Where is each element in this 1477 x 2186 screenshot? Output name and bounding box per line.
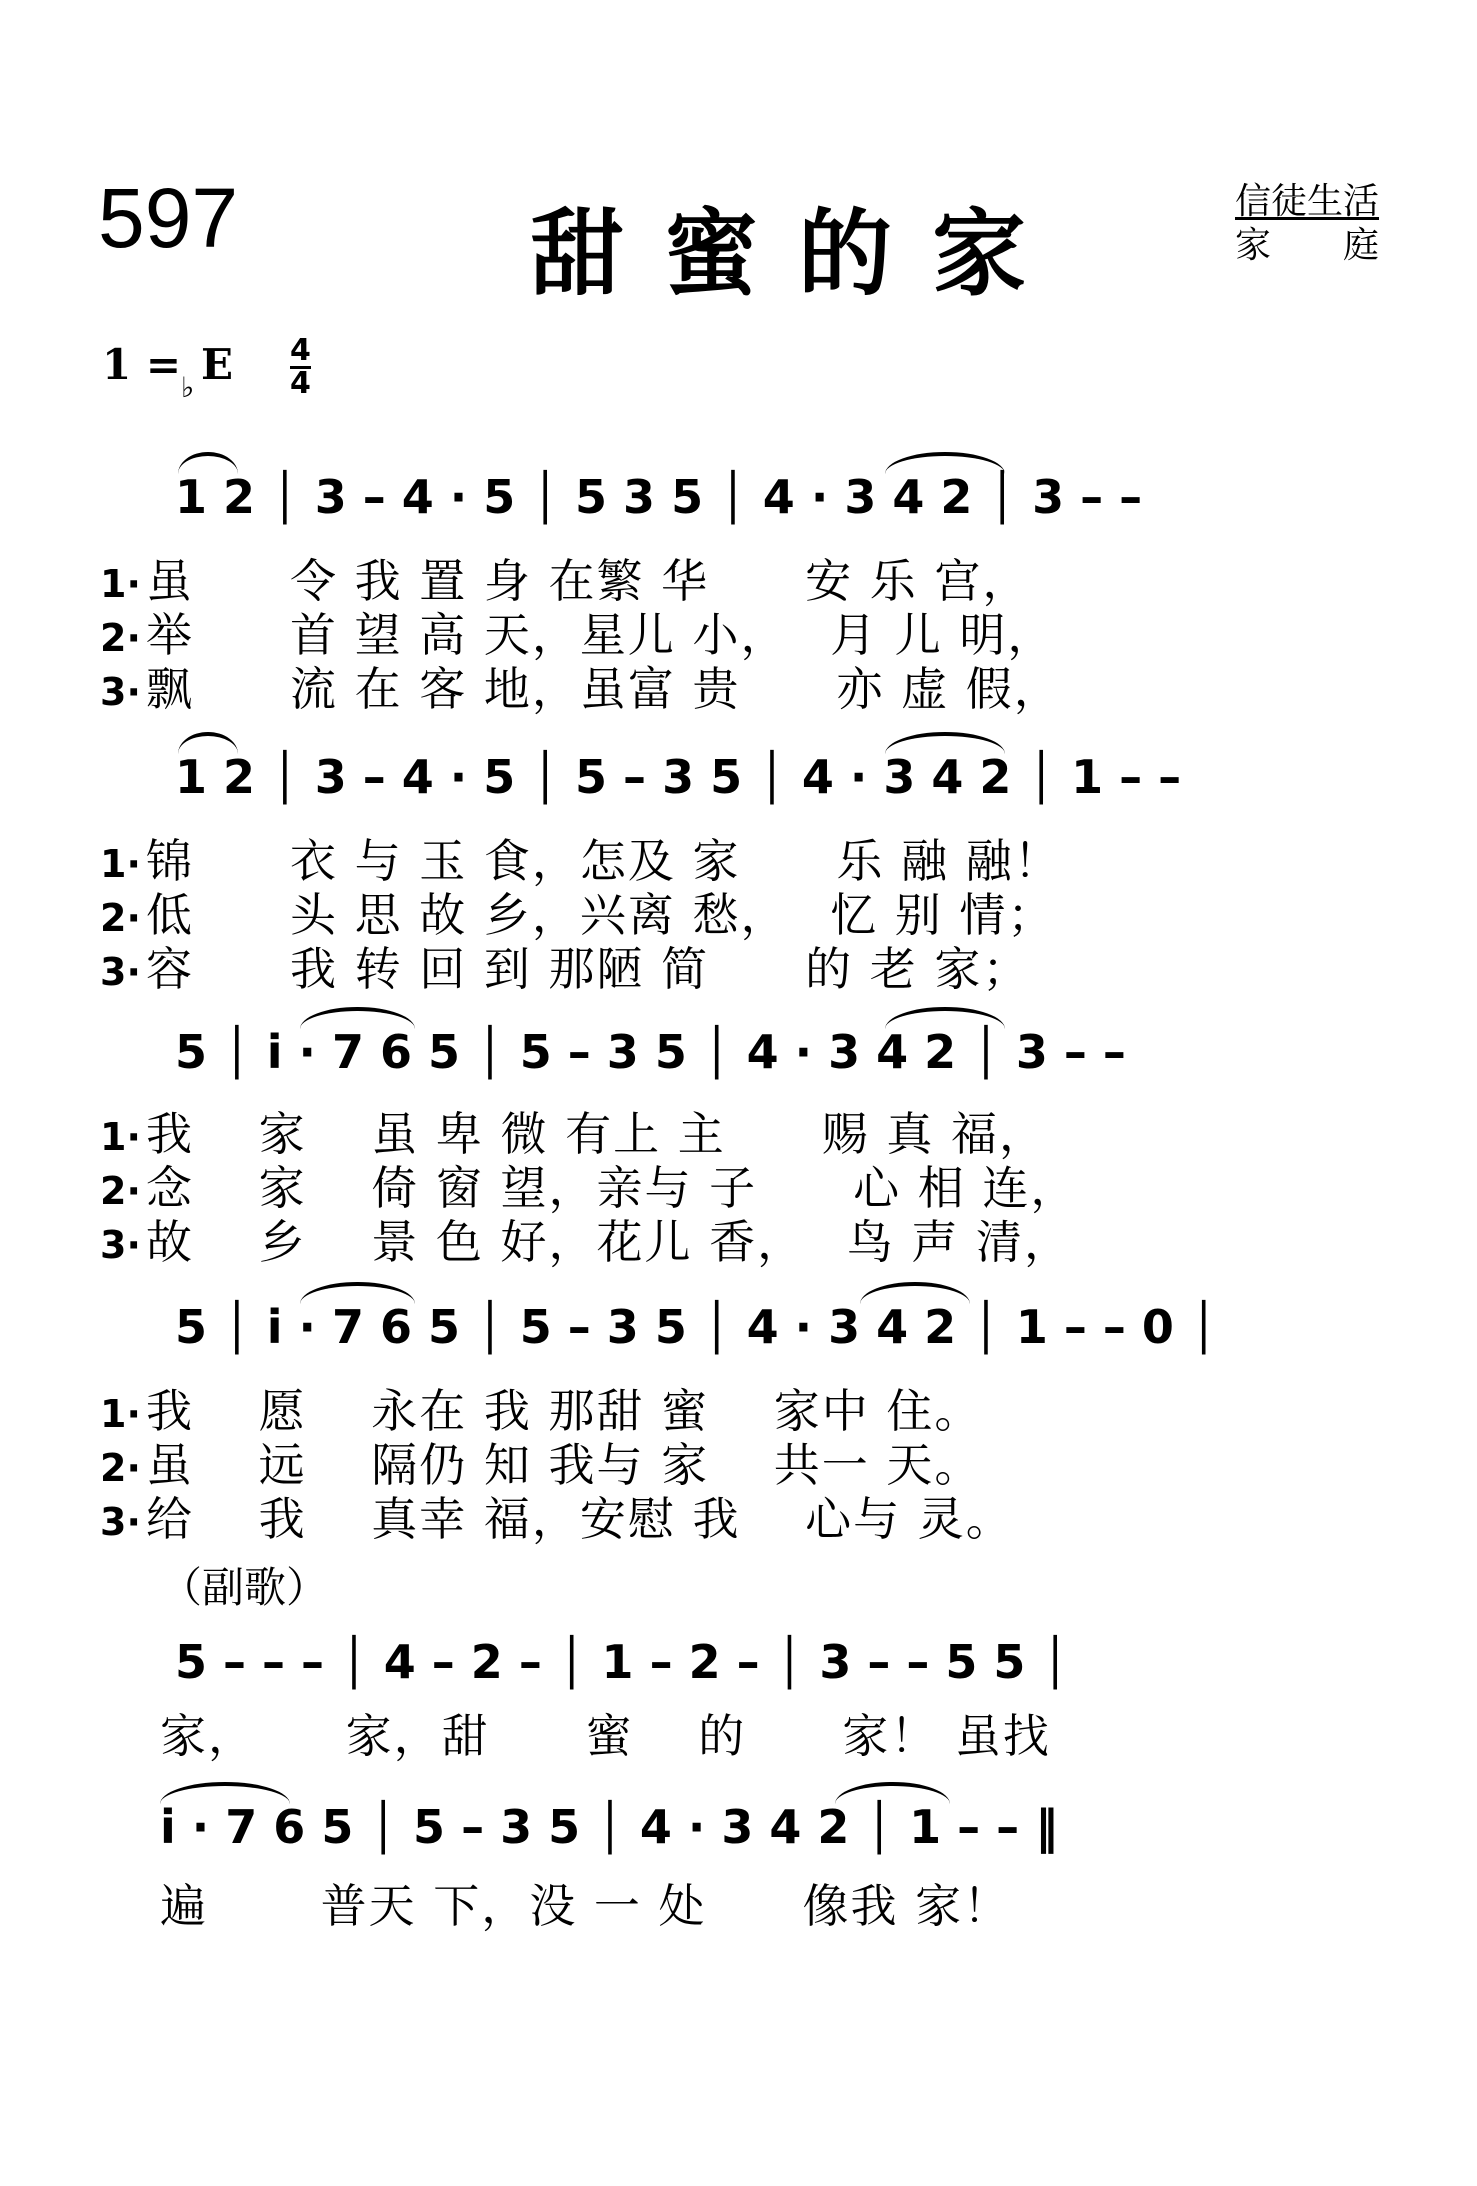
key-prefix: 1 = (102, 340, 182, 389)
key-note: E (201, 340, 234, 389)
verse-number: 2· (100, 1446, 141, 1490)
notes-line-3: 5 │ i · 7 6 5 │ 5 – 3 5 │ 4 · 3 4 2 │ 3 – – (175, 1025, 1126, 1079)
slur (860, 1282, 970, 1304)
hymn-number: 597 (98, 171, 239, 265)
slur (835, 1782, 950, 1804)
slur (885, 732, 1005, 754)
category (1235, 180, 1379, 268)
flat-icon: ♭ (181, 371, 195, 404)
chorus-label: （副歌） (160, 1563, 329, 1612)
lyric-line: 故 乡 景 色 好，花儿 香， 鸟 声 清， (145, 1215, 1072, 1269)
lyric-line: 给 我 真幸 福，安慰 我 心与 灵。 (145, 1492, 1014, 1546)
verse-number: 3· (100, 950, 141, 994)
slur (885, 1007, 1005, 1029)
slur (160, 1782, 290, 1804)
verse-number: 1· (100, 842, 141, 886)
verse-number: 2· (100, 1169, 141, 1213)
key-signature (102, 340, 234, 404)
lyric-line: 飘 流 在 客 地，虽富 贵 亦 虚 假， (145, 662, 1062, 716)
lyric-line: 虽 令 我 置 身 在繁 华 安 乐 宫， (145, 554, 1031, 608)
lyric-line: 我 家 虽 卑 微 有上 主 赐 真 福， (145, 1107, 1047, 1161)
verse-number: 3· (100, 1223, 141, 1267)
notes-line-1: 1 2 │ 3 – 4 · 5 │ 5 3 5 │ 4 · 3 4 2 │ 3 – – (175, 470, 1143, 524)
slur (885, 452, 1005, 474)
verse-block-4 (100, 1375, 1014, 1546)
lyric-line: 容 我 转 回 到 那陋 简 的 老 家； (145, 942, 1031, 996)
verse-number: 2· (100, 896, 141, 940)
verse-block-2 (100, 825, 1062, 996)
chorus-notes-2: i · 7 6 5 │ 5 – 3 5 │ 4 · 3 4 2 │ 1 – – ‖ (160, 1800, 1059, 1854)
verse-number: 1· (100, 1392, 141, 1436)
time-signature (290, 333, 311, 401)
verse-block-3 (100, 1098, 1079, 1269)
category-bottom: 家 庭 (1235, 225, 1380, 266)
hymn-title: 甜蜜的家 (530, 200, 1067, 309)
time-bottom: 4 (290, 366, 311, 401)
notes-line-2: 1 2 │ 3 – 4 · 5 │ 5 – 3 5 │ 4 · 3 4 2 │ 1 – – (175, 750, 1182, 804)
lyric-line: 举 首 望 高 天，星儿 小， 月 儿 明， (145, 608, 1056, 662)
slur (178, 452, 238, 474)
notes-line-4: 5 │ i · 7 6 5 │ 5 – 3 5 │ 4 · 3 4 2 │ 1 – – 0 │ (175, 1300, 1218, 1354)
lyric-line: 虽 远 隔仍 知 我与 家 共一 天。 (145, 1438, 983, 1492)
lyric-line: 低 头 思 故 乡，兴离 愁， 忆 别 情； (145, 888, 1056, 942)
chorus-notes-1: 5 – – – │ 4 – 2 – │ 1 – 2 – │ 3 – – 5 5 │ (175, 1635, 1070, 1689)
slur (300, 1007, 415, 1029)
lyric-line: 锦 衣 与 玉 食，怎及 家 乐 融 融！ (145, 834, 1062, 888)
lyric-line: 我 愿 永在 我 那甜 蜜 家中 住。 (145, 1384, 983, 1438)
chorus-lyric-1: 家， 家，甜 蜜 的 家！ 虽找 (160, 1709, 1051, 1763)
chorus-lyric-2: 遍 普天 下，没 一 处 像我 家！ (160, 1879, 1012, 1933)
verse-number: 3· (100, 670, 141, 714)
verse-number: 1· (100, 562, 141, 606)
verse-number: 2· (100, 616, 141, 660)
verse-block-1 (100, 545, 1062, 716)
category-top: 信徒生活 (1235, 181, 1380, 222)
verse-number: 1· (100, 1115, 141, 1159)
verse-number: 3· (100, 1500, 141, 1544)
time-top: 4 (290, 333, 311, 368)
lyric-line: 念 家 倚 窗 望，亲与 子 心 相 连， (145, 1161, 1079, 1215)
slur (300, 1282, 415, 1304)
slur (178, 732, 238, 754)
